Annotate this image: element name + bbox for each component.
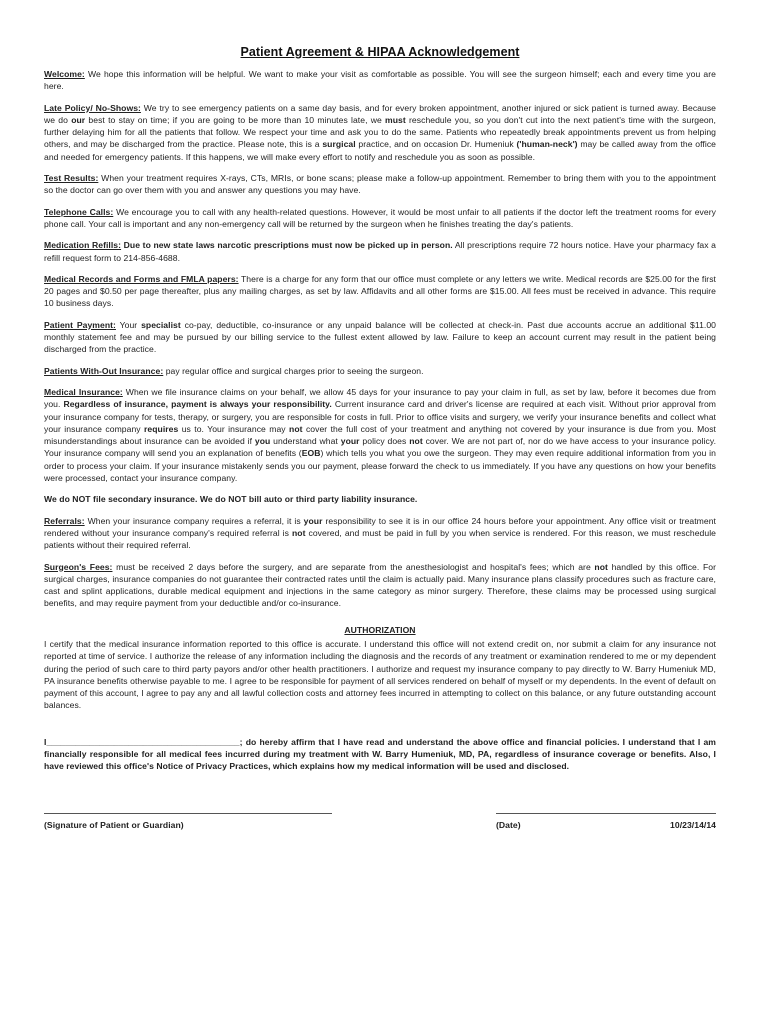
body-text: cover the full cost of your treatment and anything not covered by your insurance is due from you. Most misunderstandings about insurance can be avoided if bbox=[44, 423, 716, 447]
form-revision-date: 10/23/14/14 bbox=[670, 819, 716, 830]
policy-paragraph bbox=[44, 172, 716, 197]
signature-row bbox=[44, 813, 716, 843]
bold-text: specialist bbox=[141, 319, 181, 330]
policy-paragraph bbox=[44, 319, 716, 356]
body-text: pay regular office and surgical charges prior to seeing the surgeon. bbox=[163, 365, 424, 376]
bold-text: Regardless of insurance, payment is always your responsibility. bbox=[63, 399, 332, 410]
body-text: When your treatment requires X-rays, CTs, MRIs, or bone scans; please make a follow-up appointment. Remember to bring them with you to the appointment so the doctor can go over them with you and answer any questions you may have. bbox=[44, 173, 716, 196]
bold-text: our bbox=[71, 114, 86, 125]
body-text: may be called away from the office and needed for emergency patients. If this happens, we will make every effort to notify and reschedule you as soon as possible. bbox=[44, 139, 716, 162]
body-text: co-pay, deductible, co-insurance or any unpaid balance will be collected at check-in. Past due accounts accrue an additional $11.00 monthly statement fee and may be pursued by our billing service to the fullest extent allowed by law. Failure to keep an account current may result in the patient being discharged from the practice. bbox=[44, 319, 716, 355]
date-label: (Date) bbox=[496, 819, 521, 830]
bold-text: must bbox=[385, 114, 406, 125]
policy-paragraph bbox=[44, 515, 716, 552]
body-text: When we file insurance claims on your behalf, we allow 45 days for your insurance to pay your claim in full, as set by law, before it becomes due from you. bbox=[44, 386, 716, 410]
body-text: best to stay on time; if you are going to be more than 10 minutes late, we bbox=[85, 114, 386, 125]
no-secondary-insurance-notice: We do NOT file secondary insurance. We do NOT bill auto or third party liability insurance. bbox=[44, 494, 418, 505]
authorization-title: AUTHORIZATION bbox=[344, 624, 416, 635]
body-text: must be received 2 days before the surgery, and are separate from the anesthesiologist and hospital's fees; which are bbox=[112, 561, 595, 572]
body-text: Your bbox=[115, 319, 142, 330]
body-text: cover. We are not part of, nor do we have access to your insurance policy. Your insurance company will send you an explanation of benefits ( bbox=[44, 436, 717, 459]
bold-text: your bbox=[340, 436, 360, 447]
section-label: Welcome: bbox=[44, 69, 85, 79]
body-text: policy does bbox=[359, 436, 410, 447]
policy-paragraph bbox=[44, 561, 716, 610]
section-label: Medical Records and Forms and FMLA papers: bbox=[44, 273, 239, 284]
body-text: ) which tells you what you owe the surgeon. They may even require additional information from you in order to process your claim. If your insurance mistakenly sends you our payment, please forward the check to us immediately. If you have any questions on how your benefits were processed, contact your insurance company. bbox=[44, 448, 716, 484]
policy-paragraph bbox=[44, 239, 716, 264]
body-text: We encourage you to call with any health-related questions. However, it would be most unfair to all patients if the doctor left the treatment rooms for every phone call. Your call is important and any non-emergency call will be returned by the surgeon when he finishes treating the day's patients. bbox=[44, 206, 716, 229]
policy-paragraph bbox=[44, 365, 716, 377]
policy-sections bbox=[44, 68, 716, 484]
body-text: We hope this information will be helpful. We want to make your visit as comfortable as possible. You will see the surgeon himself; each and every time you are here. bbox=[44, 69, 716, 92]
bold-text: requires bbox=[144, 423, 179, 434]
body-text: covered, and must be paid in full by you when service is rendered. For this reason, we must reschedule patients without their required referral. bbox=[44, 527, 717, 551]
bold-text: not bbox=[289, 423, 303, 434]
bold-text: EOB bbox=[301, 448, 321, 459]
section-label: Test Results: bbox=[44, 173, 99, 184]
policy-paragraph bbox=[44, 386, 716, 484]
policy-paragraph bbox=[44, 102, 716, 163]
body-text: Current insurance card and driver's license are required at each visit. Without prior approval from your insurance company for tests, therapy, or surgery, you are responsible for costs in full. Prior to office visits and surgery, we verify your insurance benefits and collect what your insurance company bbox=[44, 399, 716, 434]
section-label: Medical Insurance: bbox=[44, 386, 123, 397]
body-text: reschedule you, so you don't cut into the next patient's time with the surgeon, further delaying him for all the patients that follow. We respect your time and ask you to do the same. Patients who repeatedly break appointments prevent us from helping others, and may be discharged from the practice. Please note, this is a bbox=[44, 114, 716, 150]
body-text: responsibility to see it is in our office 24 hours before your appointment. Any office visit or treatment rendered without your insurance company's required referral is bbox=[44, 515, 716, 538]
section-label: Medication Refills: bbox=[44, 240, 122, 251]
bold-text: surgical bbox=[322, 139, 356, 150]
body-text: There is a charge for any form that our office must complete or any letters we write. Medical records are $25.00 for the first 20 pages and $0.50 per page thereafter, plus any mailing charges, as set by law. Affidavits and all other forms are $15.00. All fees must be received in advance. This require 10 business days. bbox=[44, 273, 716, 309]
bold-text: ('human-neck') bbox=[516, 139, 578, 150]
date-signature-line[interactable] bbox=[496, 813, 716, 814]
section-label: Patient Payment: bbox=[44, 319, 116, 330]
bold-text: not bbox=[409, 436, 423, 447]
bold-text: not bbox=[594, 561, 608, 572]
policy-paragraph bbox=[44, 206, 716, 231]
bold-text: Due to new state laws narcotic prescriptions must now be picked up in person. bbox=[121, 240, 453, 251]
policy-paragraph bbox=[44, 273, 716, 310]
bold-text: your bbox=[303, 515, 323, 526]
document-page bbox=[44, 44, 716, 843]
bold-text: not bbox=[291, 527, 306, 538]
policy-paragraph bbox=[44, 68, 716, 93]
body-text: understand what bbox=[270, 436, 341, 447]
section-label: Surgeon's Fees: bbox=[44, 561, 113, 572]
affirmation-statement: I________________________________________; do hereby affirm that I have read and understand the above office and financial policies. I understand that I am financially responsible for all medical fees incurred during my treatment with W. Barry Humeniuk, MD, PA, regardless of insurance coverage or benefits. Also, I have reviewed this office's Notice of Privacy Practices, which explains how my medical information will be used and disclosed. bbox=[44, 736, 716, 772]
patient-signature-line[interactable] bbox=[44, 813, 332, 814]
body-text: us to. Your insurance may bbox=[178, 423, 290, 434]
body-text: When your insurance company requires a referral, it is bbox=[84, 515, 304, 526]
body-text: handled by this office. For surgical charges, insurance companies do not guarantee their contracted rates until the claim is actually paid. Many insurance plans classify procedures such as fracture care, cast and splint applications, durable medical equipment and injections in the same category as minor surgery. Therefore, these claims may be processed using surgical benefits, and may require payment from your deductible and/or co-insurance. bbox=[44, 561, 716, 609]
body-text: practice, and on occasion Dr. Humeniuk bbox=[355, 139, 517, 150]
body-text: We try to see emergency patients on a same day basis, and for every broken appointment, another injured or sick patient is turned away. Because we do bbox=[44, 102, 717, 125]
section-label: Referrals: bbox=[44, 515, 85, 526]
document-title: Patient Agreement & HIPAA Acknowledgement bbox=[240, 45, 520, 59]
policy-sections-2 bbox=[44, 515, 716, 610]
bold-text: you bbox=[254, 436, 271, 447]
section-label: Telephone Calls: bbox=[44, 206, 114, 217]
section-label: Late Policy/ No-Shows: bbox=[44, 102, 141, 113]
body-text: All prescriptions require 72 hours notice. Have your pharmacy fax a refill request form to 214-856-4688. bbox=[44, 240, 717, 263]
section-label: Patients With-Out Insurance: bbox=[44, 365, 164, 376]
authorization-text: I certify that the medical insurance information reported to this office is accurate. I understand this office will not extend credit on, nor submit a claim for any insurance not reported at time of service. I authorize the release of any information including the diagnosis and the records of any treatment or examination rendered to me or my dependent during the period of such care to third party payors and/or other health practitioners. I authorize and request my insurance company to pay directly to W. Barry Humeniuk MD, PA insurance benefits otherwise payable to me. I agree to be responsible for payment of all services rendered on behalf of myself or my dependents. In the event of default on payment of this account, I agree to pay any and all lawful collection costs and attorney fees incurred in attempting to collect on this balance, or any future outstanding account balances. bbox=[44, 638, 716, 711]
patient-signature-label: (Signature of Patient or Guardian) bbox=[44, 819, 184, 830]
